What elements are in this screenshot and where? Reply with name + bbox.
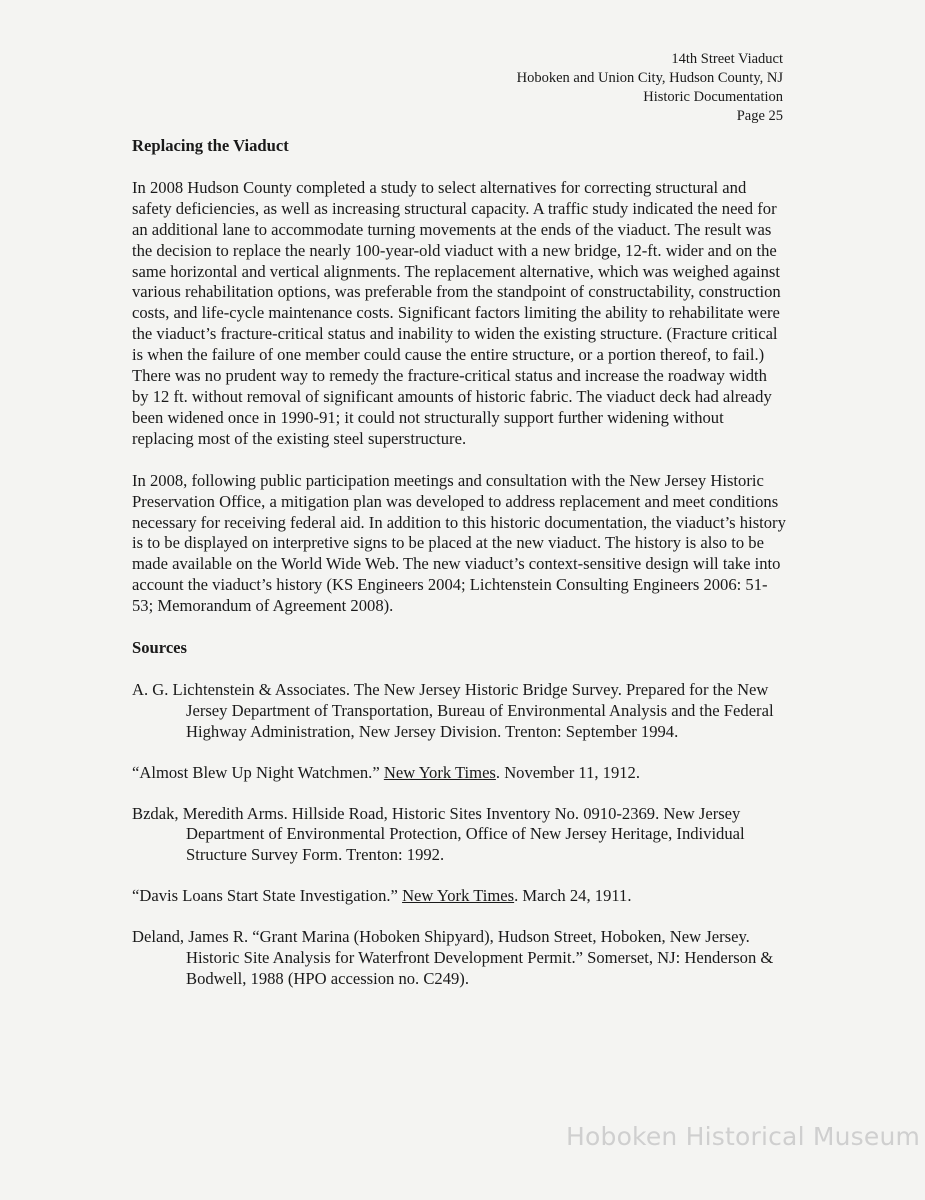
section-heading-replacing: Replacing the Viaduct [132, 136, 289, 155]
document-body [132, 136, 787, 1010]
header-line-title: 14th Street Viaduct [671, 51, 783, 67]
header-line-location: Hoboken and Union City, Hudson County, NJ [516, 70, 783, 86]
source-entry-deland: Deland, James R. “Grant Marina (Hoboken Shipyard), Hudson Street, Hoboken, New Jersey. Historic Site Analysis for Waterfront Development Permit.” Somerset, NJ: Henderson & Bodwell, 1988 (HPO accession no. C249). [132, 927, 774, 988]
source-title: “Davis Loans Start State Investigation.” [132, 886, 398, 906]
source-title: “Almost Blew Up Night Watchmen.” [132, 762, 380, 782]
source-entry-night-watchmen [132, 763, 787, 784]
source-publication: New York Times [383, 762, 496, 782]
section-heading-sources: Sources [132, 638, 188, 658]
source-date: . November 11, 1912. [495, 762, 640, 782]
body-paragraph-1: In 2008 Hudson County completed a study to select alternatives for correcting structural and safety deficiencies, as well as increasing structural capacity. A traffic study indicated the need for an additional lane to accommodate turning movements at the ends of the viaduct. The result was the decision to replace the nearly 100-year-old viaduct with a new bridge, 12-ft. wider and on the same horizontal and vertical alignments. The replacement alternative, which was weighed against various rehabilitation options, was preferable from the standpoint of constructability, construction costs, and life-cycle maintenance costs. Significant factors limiting the ability to rehabilitate were the viaduct’s fracture-critical status and inability to widen the existing structure. (Fracture critical is when the failure of one member could cause the entire structure, or a portion thereof, to fail.) There was no prudent way to remedy the fracture-critical status and increase the roadway width by 12 ft. without removal of significant amounts of historic fabric. The viaduct deck had already been widened once in 1990-91; it could not structurally support further widening without replacing most of the existing steel superstructure. [132, 177, 781, 448]
source-entry-davis-loans [132, 886, 787, 907]
source-publication: New York Times [402, 886, 515, 906]
source-date: . March 24, 1911. [514, 886, 632, 906]
museum-watermark: Hoboken Historical Museum [566, 1122, 921, 1151]
header-line-page-number: Page 25 [736, 108, 783, 124]
source-entry-bzdak: Bzdak, Meredith Arms. Hillside Road, Historic Sites Inventory No. 0910-2369. New Jersey Department of Environmental Protection, Office of New Jersey Heritage, Individual Structure Survey Form. Trenton: 1992. [132, 803, 745, 865]
source-entry-lichtenstein: A. G. Lichtenstein & Associates. The New Jersey Historic Bridge Survey. Prepared for the New Jersey Department of Transportation, Bureau of Environmental Analysis and the Federal Highway Administration, New Jersey Division. Trenton: September 1994. [132, 679, 774, 741]
body-paragraph-2: In 2008, following public participation meetings and consultation with the New Jersey Historic Preservation Office, a mitigation plan was developed to address replacement and meet conditions necessary for receiving federal aid. In addition to this historic documentation, the viaduct’s history is to be displayed on interpretive signs to be placed at the new viaduct. The history is also to be made available on the World Wide Web. The new viaduct’s context-sensitive design will take into account the viaduct’s history (KS Engineers 2004; Lichtenstein Consulting Engineers 2006: 51-53; Memorandum of Agreement 2008). [132, 470, 786, 616]
header-line-doc-type: Historic Documentation [643, 89, 783, 105]
running-header [517, 50, 783, 126]
